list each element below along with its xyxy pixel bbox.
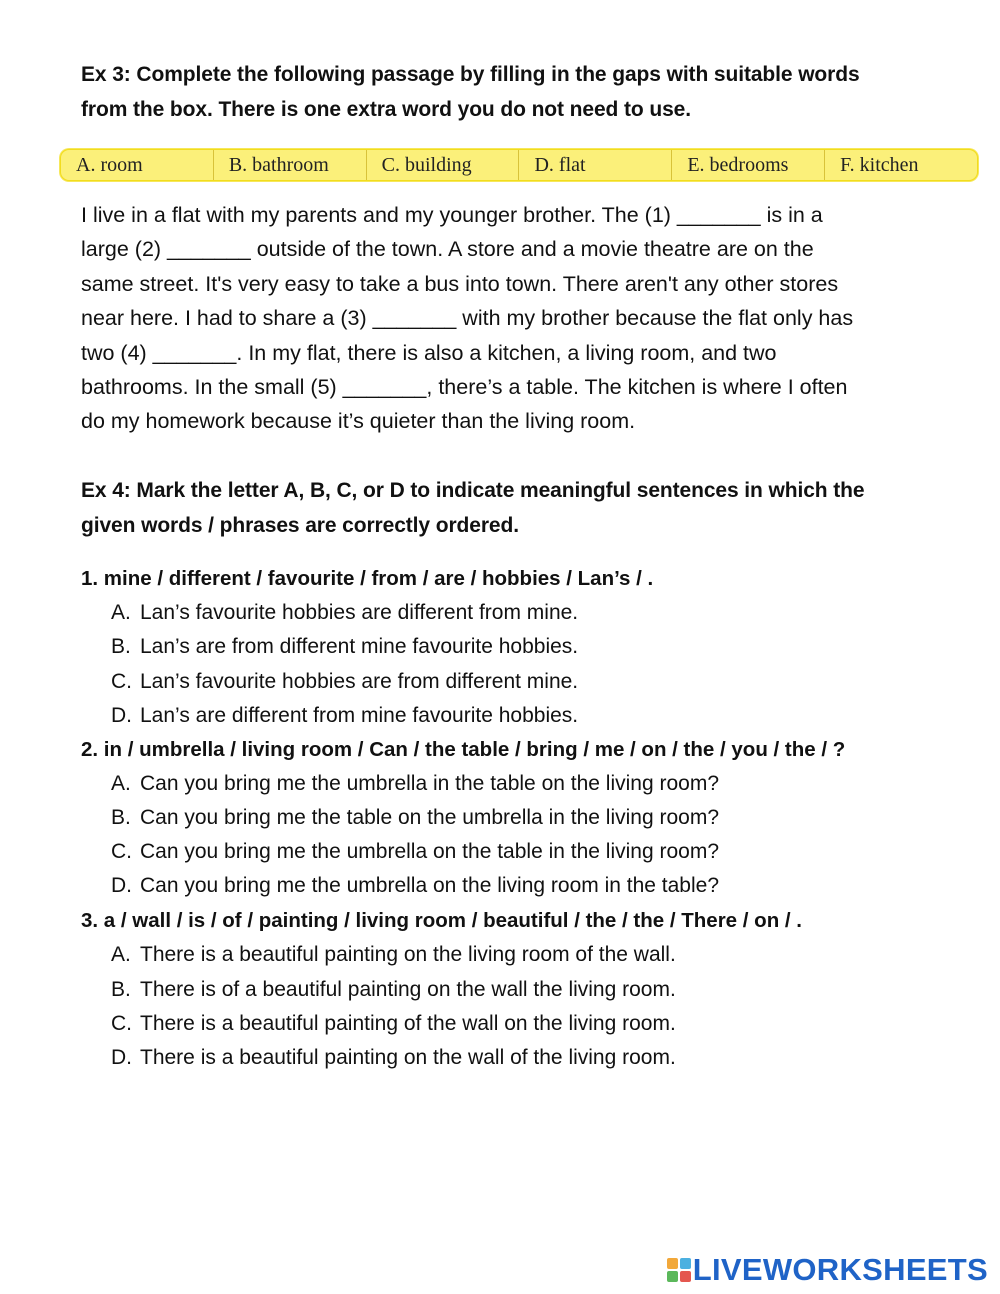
answer-option[interactable] <box>111 1041 676 1075</box>
passage-line: bathrooms. In the small (5) _______, there’s a table. The kitchen is where I often <box>81 375 848 400</box>
option-letter: A. <box>111 601 131 624</box>
option-text: Lan’s favourite hobbies are from different mine. <box>140 670 579 693</box>
answer-option[interactable] <box>111 596 578 630</box>
option-letter: D. <box>111 1046 132 1069</box>
ex3-heading-line: Ex 3: Complete the following passage by filling in the gaps with suitable words <box>81 63 860 86</box>
word-box-item: D. flat <box>519 150 672 180</box>
option-text: Can you bring me the umbrella on the table in the living room? <box>140 840 719 863</box>
ex3-heading <box>81 58 961 127</box>
answer-option[interactable] <box>111 835 719 869</box>
answer-option[interactable] <box>111 699 578 733</box>
option-letter: D. <box>111 704 132 727</box>
word-box-item: F. kitchen <box>840 154 919 176</box>
ex3-heading-line: from the box. There is one extra word you do not need to use. <box>81 97 691 121</box>
option-letter: C. <box>111 840 132 863</box>
question-prompt: 3. a / wall / is / of / painting / living room / beautiful / the / the / There / on / . <box>81 909 802 932</box>
answer-option[interactable] <box>111 1007 676 1041</box>
option-letter: B. <box>111 806 131 829</box>
option-text: There is a beautiful painting on the wall of the living room. <box>140 1046 676 1069</box>
option-letter: D. <box>111 874 132 897</box>
ex3-passage <box>81 198 951 439</box>
ex4-heading-line: Ex 4: Mark the letter A, B, C, or D to indicate meaningful sentences in which the <box>81 479 865 502</box>
ex4-heading-line: given words / phrases are correctly ordered. <box>81 513 519 537</box>
passage-line: same street. It's very easy to take a bus into town. There aren't any other stores <box>81 271 839 296</box>
answer-option[interactable] <box>111 767 719 801</box>
passage-line: two (4) _______. In my flat, there is also a kitchen, a living room, and two <box>81 340 777 365</box>
word-box-item: B. bathroom <box>214 150 367 180</box>
question-prompt: 1. mine / different / favourite / from / are / hobbies / Lan’s / . <box>81 567 654 590</box>
word-box-item: A. room <box>61 150 214 180</box>
passage-line: large (2) _______ outside of the town. A store and a movie theatre are on the <box>81 237 814 262</box>
liveworksheets-logo-icon <box>667 1258 691 1282</box>
option-letter: A. <box>111 943 131 966</box>
option-text: Can you bring me the umbrella in the table on the living room? <box>140 772 719 795</box>
option-letter: B. <box>111 635 131 658</box>
option-letter: B. <box>111 978 131 1001</box>
word-box-item: E. bedrooms <box>672 150 825 180</box>
option-text: Can you bring me the table on the umbrella in the living room? <box>140 806 719 829</box>
option-text: Lan’s are from different mine favourite hobbies. <box>140 635 579 658</box>
ex4-heading <box>81 474 961 543</box>
option-text: Lan’s are different from mine favourite hobbies. <box>140 704 579 727</box>
option-letter: C. <box>111 1012 132 1035</box>
passage-line: near here. I had to share a (3) _______ with my brother because the flat only has <box>81 306 854 331</box>
answer-option[interactable] <box>111 801 719 835</box>
passage-line: I live in a flat with my parents and my younger brother. The (1) _______ is in a <box>81 203 823 227</box>
option-text: There is of a beautiful painting on the wall the living room. <box>140 978 676 1001</box>
option-text: Can you bring me the umbrella on the living room in the table? <box>140 874 719 897</box>
answer-option[interactable] <box>111 665 578 699</box>
question-prompt: 2. in / umbrella / living room / Can / the table / bring / me / on / the / you / the / ? <box>81 738 846 761</box>
word-box-item: C. building <box>367 150 520 180</box>
liveworksheets-logo[interactable] <box>667 1252 988 1288</box>
option-letter: C. <box>111 670 132 693</box>
answer-option[interactable] <box>111 869 719 903</box>
logo-text: LIVEWORKSHEETS <box>692 1252 988 1287</box>
option-text: There is a beautiful painting of the wall on the living room. <box>140 1012 676 1035</box>
option-letter: A. <box>111 772 131 795</box>
answer-option[interactable] <box>111 973 676 1007</box>
answer-option[interactable] <box>111 630 578 664</box>
passage-line: do my homework because it’s quieter than the living room. <box>81 409 636 434</box>
answer-option[interactable] <box>111 938 676 972</box>
option-text: Lan’s favourite hobbies are different from mine. <box>140 601 579 624</box>
option-text: There is a beautiful painting on the living room of the wall. <box>140 943 676 966</box>
word-box <box>60 149 978 181</box>
